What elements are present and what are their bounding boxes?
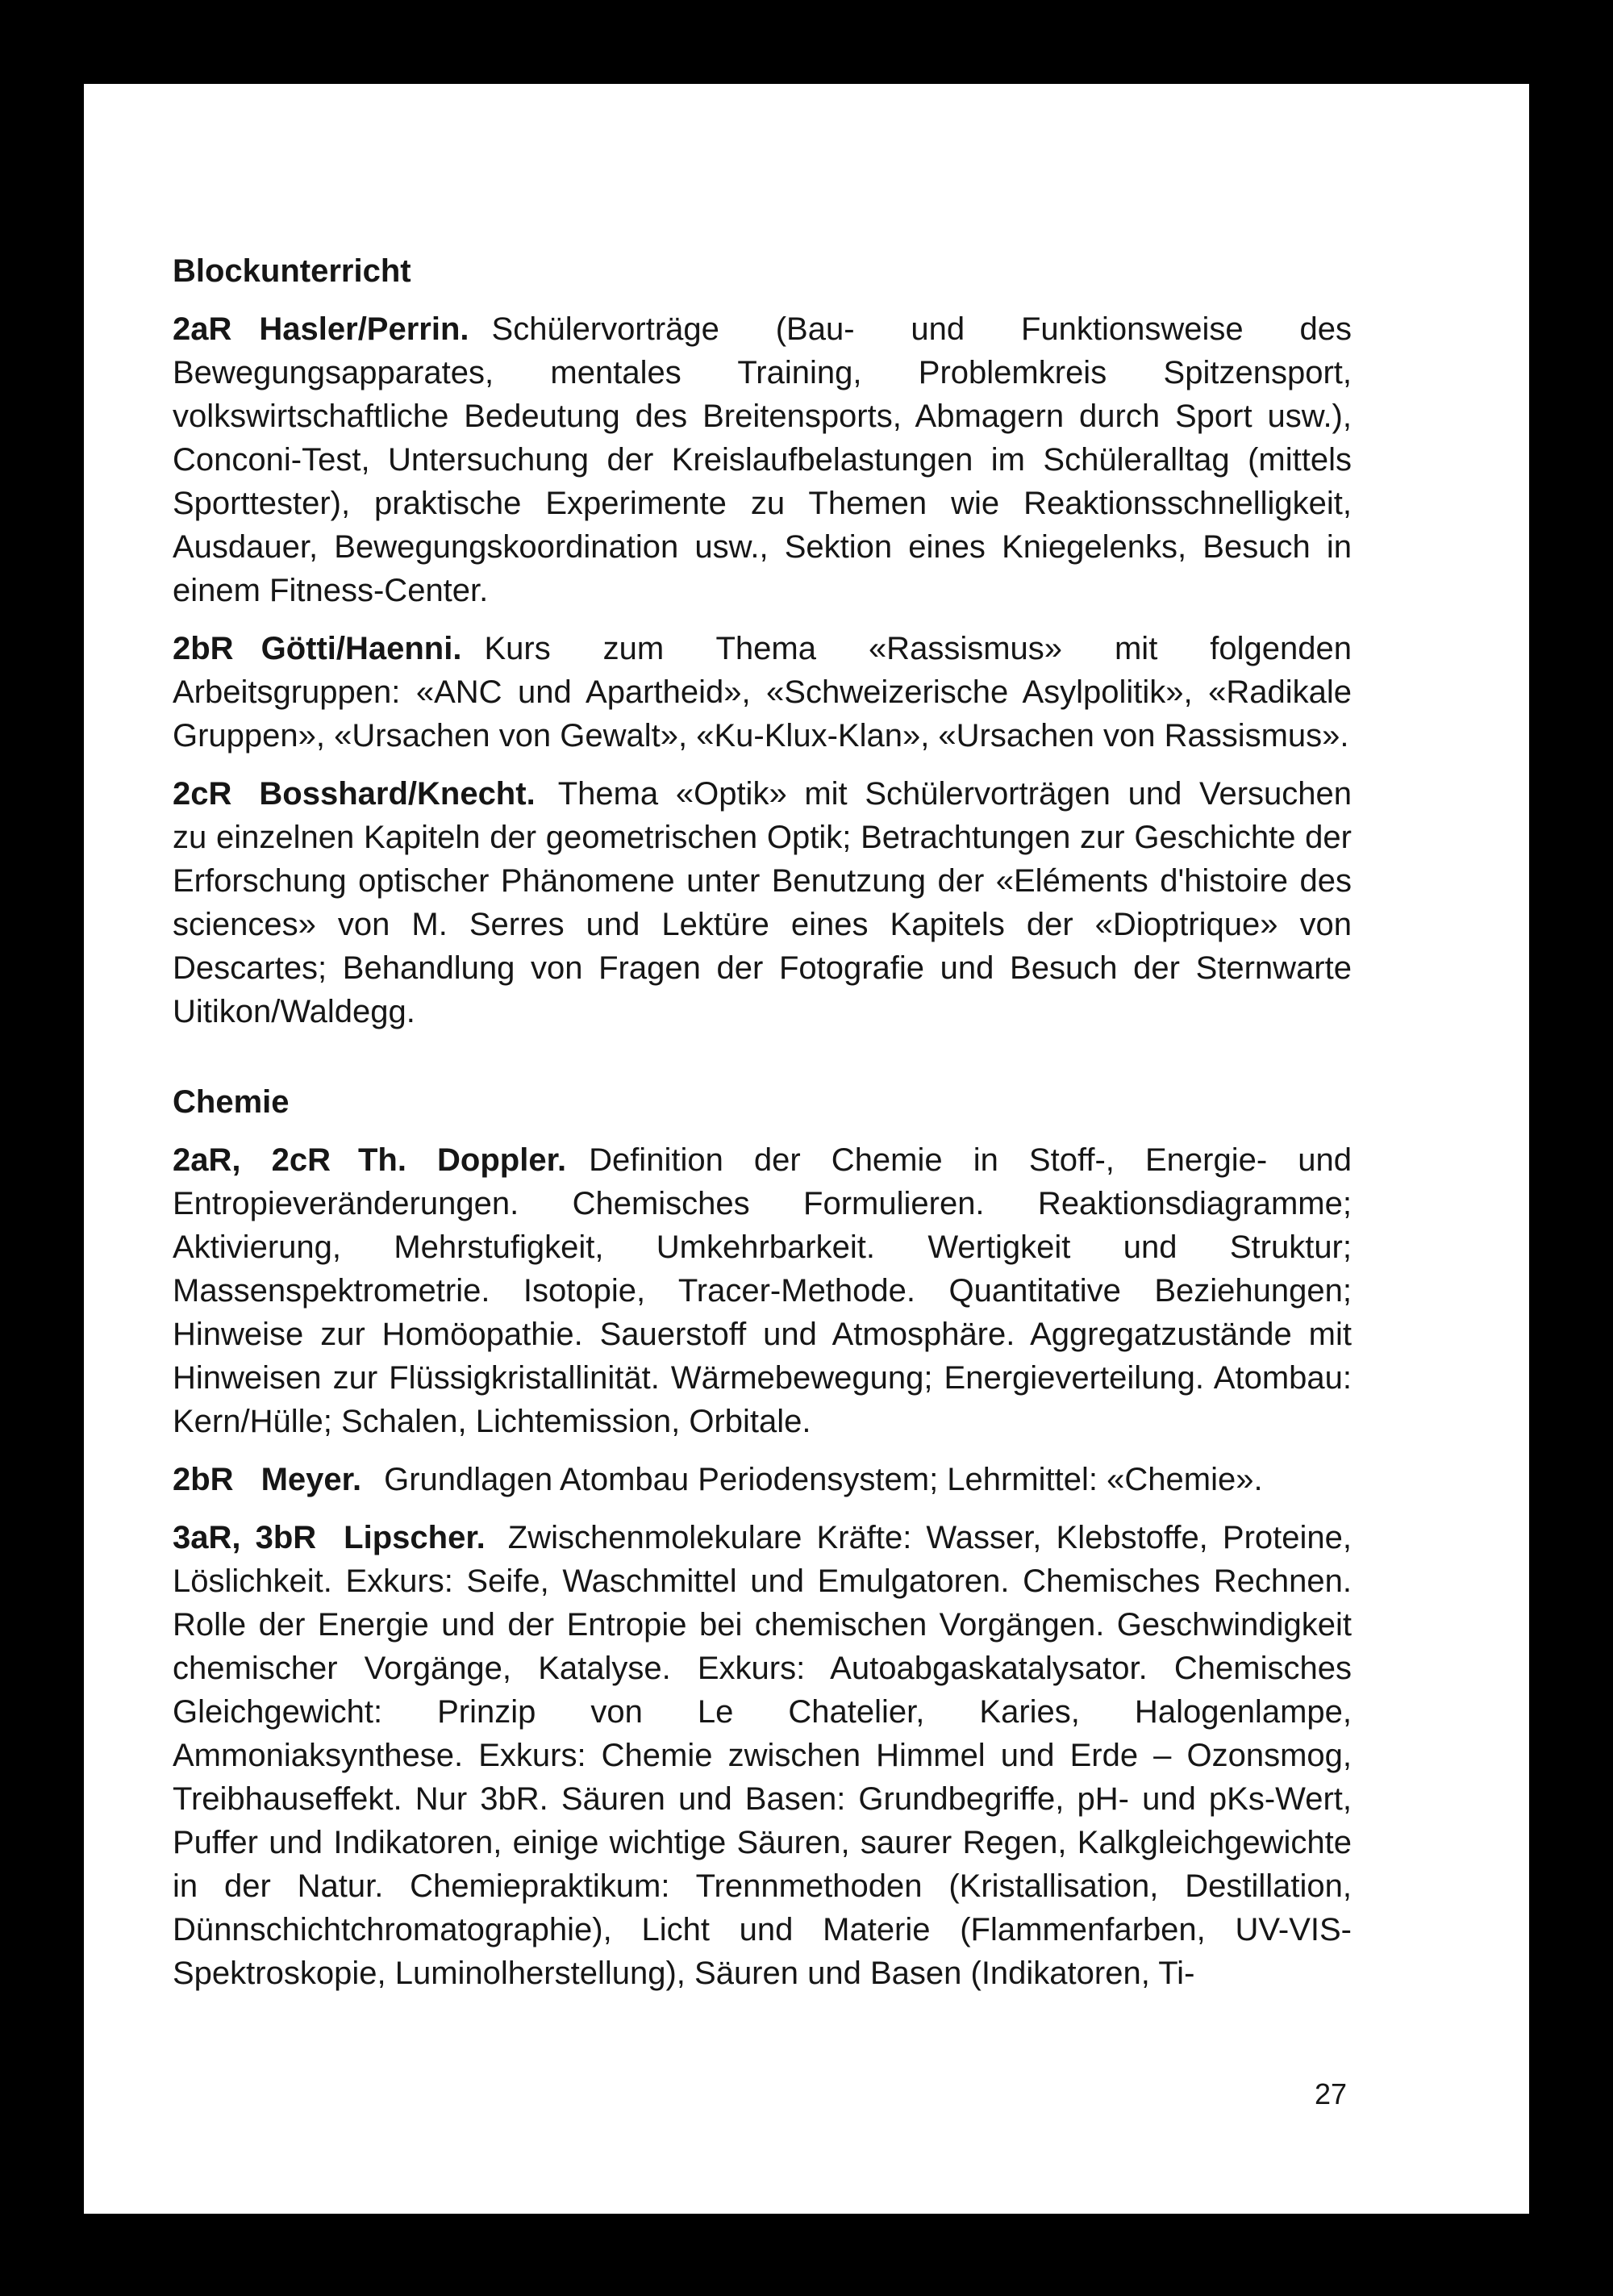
course-entry (173, 627, 1352, 758)
section-title: Chemie (173, 1084, 290, 1120)
class-label: 2cR (173, 776, 232, 812)
class-label: 2aR, 2cR (173, 1142, 331, 1178)
course-entry (173, 307, 1352, 612)
course-description: Definition der Chemie in Stoff-, Energie- und Entropieveränderungen. Chemisches Formulieren. Reaktionsdiagramme; Aktivierung, Mehrstufigkeit, Umkehrbarkeit. Wertigkeit und Struktur; Massenspektrometrie. Isotopie, Tracer-Methode. Quantitative Beziehungen; Hinweise zur Homöopathie. Sauerstoff und Atmosphäre. Aggregatzustände mit Hinweisen zur Flüssigkristallinität. Wärmebewegung; Energieverteilung. Atombau: Kern/Hülle; Schalen, Lichtemission, Orbitale. (173, 1142, 1353, 1439)
section-spacer (173, 1048, 1352, 1080)
class-label: 3aR, 3bR (173, 1520, 317, 1555)
course-entry (173, 1516, 1352, 1995)
course-description: Schülervorträge (Bau- und Funktionsweise des Bewegungsapparates, mentales Training, Problemkreis Spitzensport, volkswirtschaftliche Bedeutung des Breitensports, Abmagern durch Sport usw.), Conconi-Test, Untersuchung der Kreislaufbelastungen im Schüleralltag (mittels Sporttester), praktische Experimente zu Themen wie Reaktionsschnelligkeit, Ausdauer, Bewegungskoordination usw., Sektion eines Kniegelenks, Besuch in einem Fitness-Center. (173, 311, 1352, 608)
teacher-name: Bosshard/Knecht. (259, 776, 536, 812)
course-description: Zwischenmolekulare Kräfte: Wasser, Klebstoffe, Proteine, Löslichkeit. Exkurs: Seife, Waschmittel und Emulgatoren. Chemisches Rechnen. Rolle der Energie und der Entropie bei chemischen Vorgängen. Geschwindigkeit chemischer Vorgänge, Katalyse. Exkurs: Autoabgaskatalysator. Chemisches Gleichgewicht: Prinzip von Le Chatelier, Karies, Halogenlampe, Ammoniaksynthese. Exkurs: Chemie zwischen Himmel und Erde – Ozonsmog, Treibhauseffekt. Nur 3bR. Säuren und Basen: Grundbegriffe, pH- und pKs-Wert, Puffer und Indikatoren, einige wichtige Säuren, saurer Regen, Kalkgleichgewichte in der Natur. Chemiepraktikum: Trennmethoden (Kristallisation, Destillation, Dünnschichtchromatographie), Licht und Materie (Flammenfarben, UV-VIS-Spektroskopie, Luminolherstellung), Säuren und Basen (Indikatoren, Ti- (173, 1520, 1353, 1991)
course-entry (173, 1458, 1352, 1501)
class-label: 2bR (173, 1462, 234, 1497)
teacher-name: Lipscher. (344, 1520, 486, 1555)
course-description: Kurs zum Thema «Rassismus» mit folgenden Arbeitsgruppen: «ANC und Apartheid», «Schweizerische Asylpolitik», «Radikale Gruppen», «Ursachen von Gewalt», «Ku-Klux-Klan», «Ursachen von Rassismus». (173, 631, 1352, 754)
section-chemie (173, 1080, 1352, 1995)
teacher-name: Götti/Haenni. (260, 631, 462, 666)
teacher-name: Th. Doppler. (357, 1142, 567, 1178)
course-description: Thema «Optik» mit Schülervorträgen und Versuchen zu einzelnen Kapiteln der geometrischen Optik; Betrachtungen zur Geschichte der Erforschung optischer Phänomene unter Benutzung der «Eléments d'histoire des sciences» von M. Serres und Lektüre eines Kapitels der «Dioptrique» von Descartes; Behandlung von Fragen der Fotografie und Besuch der Sternwarte Uitikon/Waldegg. (173, 776, 1352, 1029)
course-description: Grundlagen Atombau Periodensystem; Lehrmittel: «Chemie». (384, 1462, 1263, 1497)
document-page (84, 84, 1529, 2214)
teacher-name: Hasler/Perrin. (259, 311, 469, 347)
course-entry (173, 772, 1352, 1033)
section-title: Blockunterricht (173, 253, 411, 289)
section-blockunterricht (173, 249, 1352, 1033)
class-label: 2aR (173, 311, 232, 347)
course-entry (173, 1138, 1352, 1443)
teacher-name: Meyer. (260, 1462, 362, 1497)
page-number: 27 (1314, 2077, 1347, 2110)
class-label: 2bR (173, 631, 234, 666)
page-content (173, 249, 1352, 2010)
